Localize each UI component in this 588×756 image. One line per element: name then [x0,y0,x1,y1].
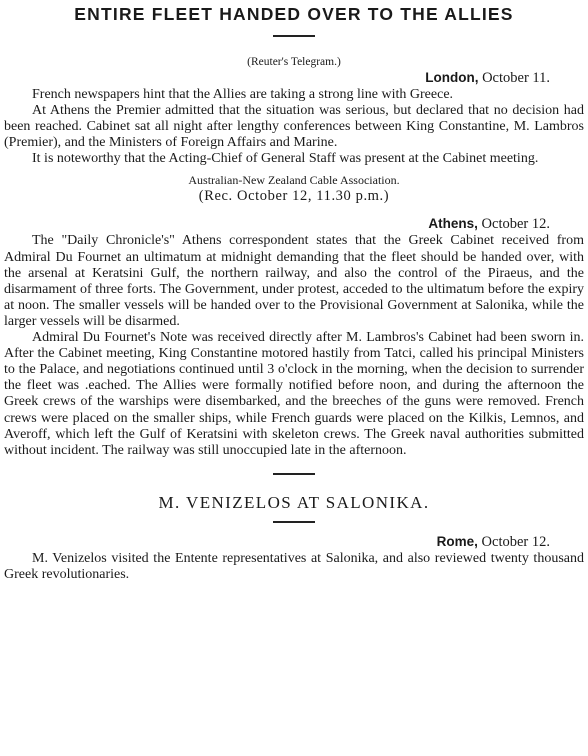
story1-dateline [4,69,584,87]
divider-rule [273,521,315,523]
story2-dateline-date: October 12. [481,216,550,233]
story1-source: (Reuter's Telegram.) [247,56,341,68]
newspaper-clipping [0,3,588,756]
story1-paragraph: French newspapers hint that the Allies are taking a strong line with Greece. [32,87,454,102]
story2-paragraph: The "Daily Chronicle's" Athens correspondent states that the Greek Cabinet received from Admiral Du Fournet an ultimatum at midnight demanding that the fleet should be handed over, with the arsenal at Keratsini Gulf, the northern railway, and also the control of the Piraeus, and the disarmament of three forts. The Government, under protest, acceded to the ultimatum before the expiry at noon. The smaller vessels will be handed over to the Provisional Government at Salonika, while the larger vessels will be disarmed. [4,233,584,329]
story1-dateline-date: October 11. [482,70,550,86]
divider-rule [273,473,315,475]
story3-paragraph: M. Venizelos visited the Entente representatives at Salonika, and also reviewed twenty thousand Greek revolutionaries. [4,550,584,582]
story3-dateline-place: Rome, [436,533,478,549]
story2-paragraph: Admiral Du Fournet's Note was received directly after M. Lambros's Cabinet had been sworn in. After the Cabinet meeting, King Constantine motored hastily from Tatci, called his principal Ministers to the Palace, and negotiations continued until 3 o'clock in the morning, when the decision to surrender the fleet was .eached. The Allies were formally notified before noon, and during the afternoon the Greek crews of the warships were disembarked, and the breeches of the guns were removed. French crews were placed on the smaller ships, while French guards were placed on the Kilkis, Lemnos, and Averoff, which left the Gulf of Keratsini with skeleton crews. The Greek naval authorities submitted without incident. The railway was still unoccupied late in the afternoon. [4,330,584,458]
story1-dateline-place: London, [425,70,479,85]
story2-dateline [4,215,584,233]
story1-paragraph: It is noteworthy that the Acting-Chief of General Staff was present at the Cabinet meeting. [32,151,539,167]
divider-rule [273,35,315,37]
story3-subhead: M. VENIZELOS AT SALONIKA. [158,492,430,512]
story2-dateline-place: Athens, [428,216,478,232]
story2-source: Australian-New Zealand Cable Association. [188,173,400,188]
story2-received: (Rec. October 12, 11.30 p.m.) [198,188,390,205]
headline: ENTIRE FLEET HANDED OVER TO THE ALLIES [74,4,514,24]
story1-paragraph: At Athens the Premier admitted that the situation was serious, but declared that no decision had been reached. Cabinet sat all night after lengthy conferences between King Constantine, M. Lambros (Premier), and the Ministers of Foreign Affairs and Marine. [4,103,584,151]
story3-dateline [4,533,584,551]
story3-dateline-date: October 12. [481,533,550,550]
